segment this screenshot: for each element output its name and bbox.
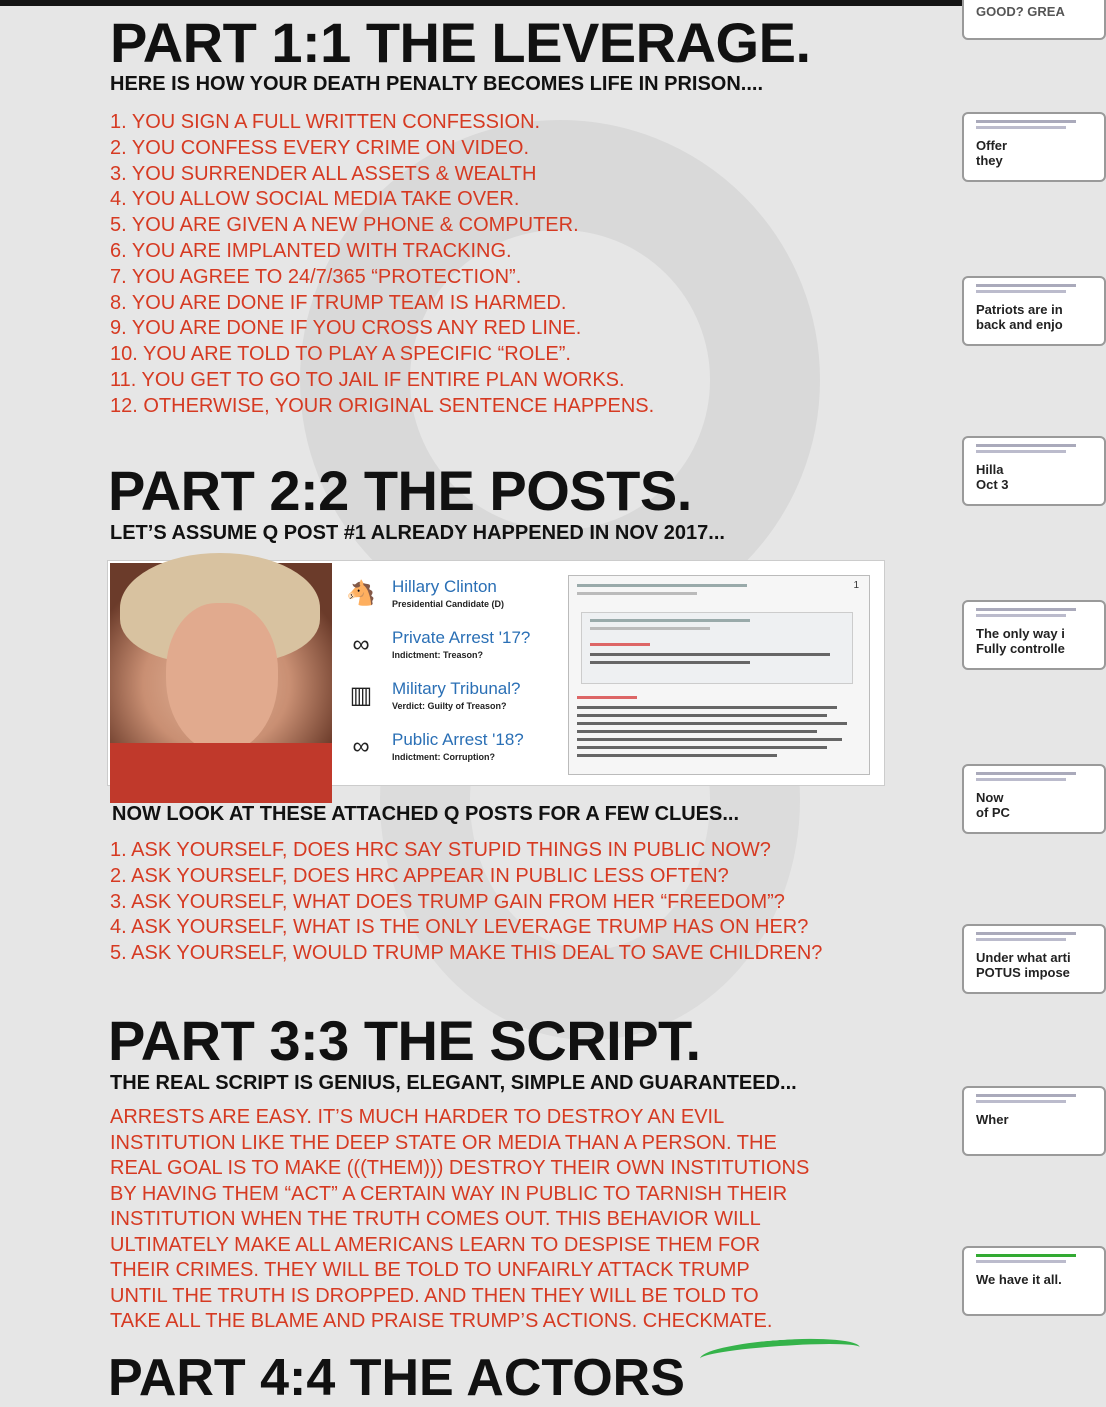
list-item: 4. YOU ALLOW SOCIAL MEDIA TAKE OVER.	[110, 188, 520, 211]
list-item: 12. OTHERWISE, YOUR ORIGINAL SENTENCE HAPPENS.	[110, 394, 655, 417]
part1-title: PART 1:1 THE LEVERAGE.	[110, 11, 811, 74]
side-post-snippet: GOOD? GREA	[962, 0, 1106, 40]
list-item: 1. ASK YOURSELF, DOES HRC SAY STUPID THINGS IN PUBLIC NOW?	[110, 839, 771, 861]
paragraph-line: INSTITUTION LIKE THE DEEP STATE OR MEDIA THAN A PERSON. THE	[110, 1131, 777, 1154]
paragraph-line: BY HAVING THEM “ACT” A CERTAIN WAY IN PUBLIC TO TARNISH THEIR	[110, 1182, 788, 1205]
side-post-snippet: Under what arti POTUS impose	[962, 924, 1106, 994]
list-item: 3. YOU SURRENDER ALL ASSETS & WEALTH	[110, 162, 537, 185]
paragraph-line: UNTIL THE TRUTH IS DROPPED. AND THEN THEY WILL BE TOLD TO	[110, 1284, 759, 1307]
list-item: 2. YOU CONFESS EVERY CRIME ON VIDEO.	[110, 136, 529, 159]
paragraph-line: ULTIMATELY MAKE ALL AMERICANS LEARN TO DESPISE THEM FOR	[110, 1233, 761, 1256]
paragraph-line: ARRESTS ARE EASY. IT’S MUCH HARDER TO DESTROY AN EVIL	[110, 1106, 725, 1128]
part2-title: PART 2:2 THE POSTS.	[108, 459, 692, 522]
side-post-snippet: Now of PC	[962, 764, 1106, 834]
list-item: 5. ASK YOURSELF, WOULD TRUMP MAKE THIS DEAL TO SAVE CHILDREN?	[110, 942, 823, 965]
list-item: 9. YOU ARE DONE IF YOU CROSS ANY RED LINE.	[110, 317, 582, 340]
part3-title: PART 3:3 THE SCRIPT.	[108, 1009, 701, 1072]
row-subtitle: Indictment: Treason?	[392, 650, 484, 660]
hillary-card-image	[108, 561, 884, 785]
status-row	[346, 573, 566, 624]
part4-title-partial: PART 4:4 THE ACTORS	[108, 1349, 685, 1407]
list-item: 2. ASK YOURSELF, DOES HRC APPEAR IN PUBLIC LESS OFTEN?	[110, 864, 729, 887]
side-post-snippet: We have it all.	[962, 1246, 1106, 1316]
list-item: 11. YOU GET TO GO TO JAIL IF ENTIRE PLAN WORKS.	[110, 368, 625, 391]
status-row	[346, 675, 566, 726]
list-item: 4. ASK YOURSELF, WHAT IS THE ONLY LEVERAGE TRUMP HAS ON HER?	[110, 916, 809, 939]
portrait-photo	[110, 563, 332, 783]
side-post-snippet: Offer they	[962, 112, 1106, 182]
side-post-snippet: The only way i Fully controlle	[962, 600, 1106, 670]
row-title: Hillary Clinton	[392, 577, 497, 596]
q-post-screenshot	[568, 575, 870, 775]
jail-cell-icon: ▥	[349, 682, 373, 709]
part3-subtitle: THE REAL SCRIPT IS GENIUS, ELEGANT, SIMPLE AND GUARANTEED...	[110, 1072, 797, 1094]
side-post-snippet: Hilla Oct 3	[962, 436, 1106, 506]
side-post-snippet: Patriots are in back and enjo	[962, 276, 1106, 346]
row-subtitle: Presidential Candidate (D)	[392, 599, 505, 609]
list-item: 10. YOU ARE TOLD TO PLAY A SPECIFIC “ROLE”.	[110, 343, 571, 366]
list-item: 1. YOU SIGN A FULL WRITTEN CONFESSION.	[110, 111, 541, 133]
paragraph-line: THEIR CRIMES. THEY WILL BE TOLD TO UNFAIRLY ATTACK TRUMP	[110, 1259, 750, 1281]
status-row	[346, 624, 566, 675]
list-item: 6. YOU ARE IMPLANTED WITH TRACKING.	[110, 239, 512, 262]
q-post-reply	[581, 612, 853, 684]
top-edge	[0, 0, 1080, 6]
part1-subtitle: HERE IS HOW YOUR DEATH PENALTY BECOMES LIFE IN PRISON....	[110, 73, 764, 95]
green-swoosh	[699, 1334, 860, 1371]
handcuffs-icon: ∞	[352, 733, 370, 760]
status-rows	[346, 573, 566, 777]
paragraph-line: REAL GOAL IS TO MAKE (((THEM))) DESTROY THEIR OWN INSTITUTIONS	[110, 1157, 810, 1179]
status-row	[346, 726, 566, 777]
handcuffs-icon: ∞	[352, 631, 370, 658]
part1-list	[110, 110, 654, 420]
row-title: Private Arrest '17?	[392, 628, 531, 647]
paragraph-line: INSTITUTION WHEN THE TRUTH COMES OUT. THIS BEHAVIOR WILL	[110, 1208, 761, 1230]
row-title: Public Arrest '18?	[392, 730, 524, 749]
list-item: 7. YOU AGREE TO 24/7/365 “PROTECTION”.	[110, 265, 522, 288]
part2-subtitle: LET’S ASSUME Q POST #1 ALREADY HAPPENED IN NOV 2017...	[110, 522, 725, 544]
row-subtitle: Verdict: Guilty of Treason?	[392, 701, 507, 711]
post-number: 1	[853, 580, 859, 591]
list-item: 3. ASK YOURSELF, WHAT DOES TRUMP GAIN FROM HER “FREEDOM”?	[110, 890, 785, 913]
list-item: 5. YOU ARE GIVEN A NEW PHONE & COMPUTER.	[110, 214, 579, 237]
part2-lead: NOW LOOK AT THESE ATTACHED Q POSTS FOR A FEW CLUES...	[112, 803, 740, 825]
row-title: Military Tribunal?	[392, 679, 521, 698]
donkey-icon: 🐴	[346, 580, 376, 607]
row-subtitle: Indictment: Corruption?	[392, 752, 495, 762]
list-item: 8. YOU ARE DONE IF TRUMP TEAM IS HARMED.	[110, 291, 567, 314]
paragraph-line: TAKE ALL THE BLAME AND PRAISE TRUMP’S ACTIONS. CHECKMATE.	[110, 1310, 773, 1332]
part3-paragraph	[110, 1105, 809, 1335]
side-post-snippet: Wher	[962, 1086, 1106, 1156]
part2-list	[110, 838, 822, 967]
